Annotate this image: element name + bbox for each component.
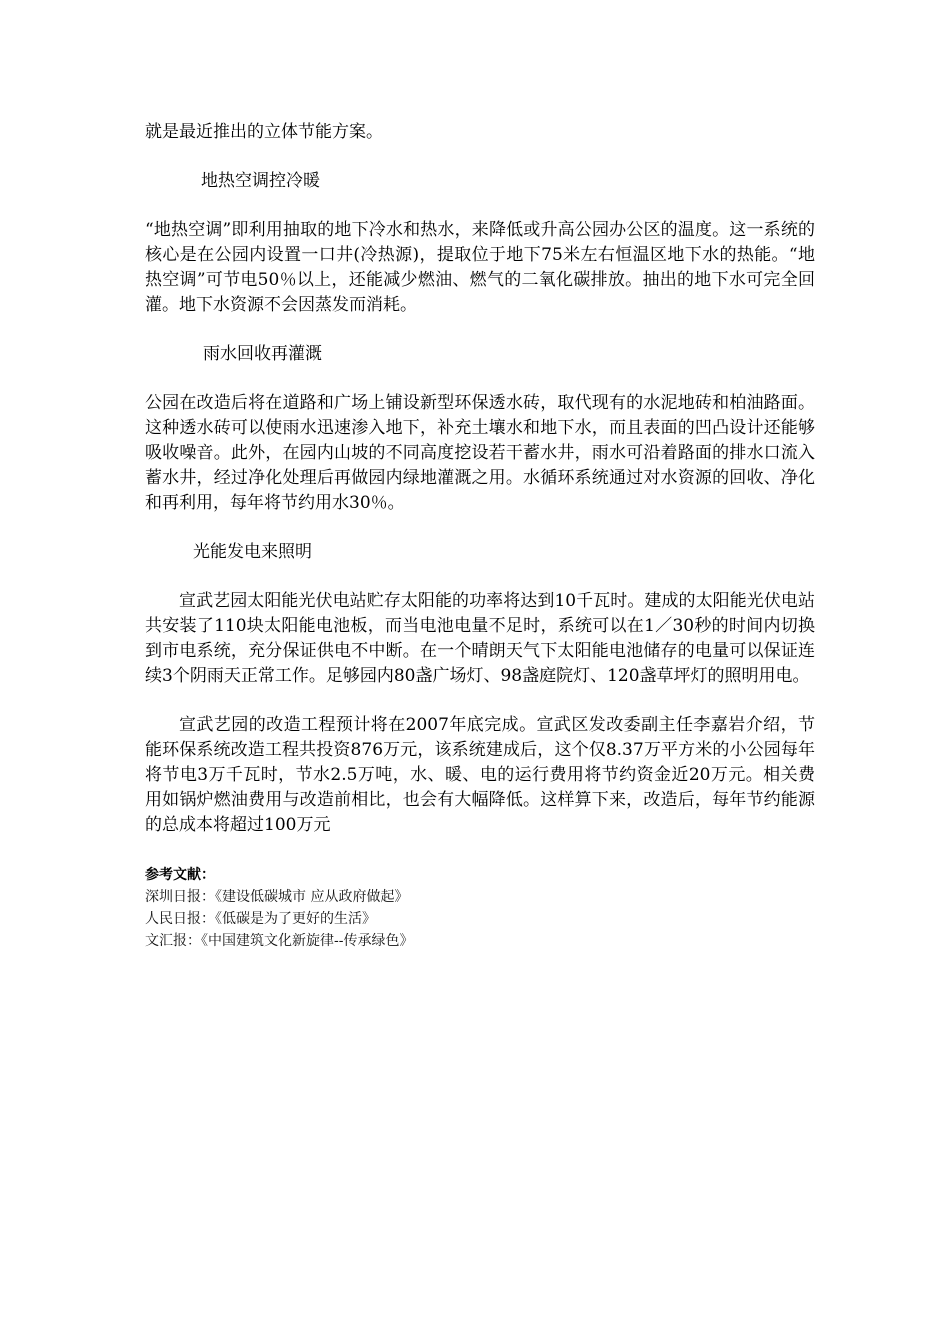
section-body-geothermal: “地热空调”即利用抽取的地下冷水和热水，来降低或升高公园办公区的温度。这一系统的核心是在公园内设置一口井(冷热源)，提取位于地下75米左右恒温区地下水的热能。“地热空调”可节电50％以上，还能减少燃油、燃气的二氧化碳排放。抽出的地下水可完全回灌。地下水资源不会因蒸发而消耗。 <box>145 220 815 315</box>
reference-item: 人民日报：《低碳是为了更好的生活》 <box>145 911 376 927</box>
references <box>145 864 815 952</box>
section-heading-rainwater: 雨水回收再灌溉 <box>203 344 322 364</box>
document-body <box>145 120 815 952</box>
section-heading-geothermal: 地热空调控冷暖 <box>201 171 320 191</box>
intro-line: 就是最近推出的立体节能方案。 <box>145 122 383 142</box>
section-body-rainwater: 公园在改造后将在道路和广场上铺设新型环保透水砖，取代现有的水泥地砖和柏油路面。这种透水砖可以使雨水迅速渗入地下，补充土壤水和地下水，而且表面的凹凸设计还能够吸收噪音。此外，在园内山坡的不同高度挖设若干蓄水井，雨水可沿着路面的排水口流入蓄水井，经过净化处理后再做园内绿地灌溉之用。水循环系统通过对水资源的回收、净化和再利用，每年将节约用水30％。 <box>145 393 815 513</box>
section-heading-solar: 光能发电来照明 <box>193 542 312 562</box>
section-body-solar: 宣武艺园太阳能光伏电站贮存太阳能的功率将达到10千瓦时。建成的太阳能光伏电站共安装了110块太阳能电池板，而当电池电量不足时，系统可以在1／30秒的时间内切换到市电系统，充分保证供电不中断。在一个晴朗天气下太阳能电池储存的电量可以保证连续3个阴雨天正常工作。足够园内80盏广场灯、98盏庭院灯、120盏草坪灯的照明用电。 <box>145 591 815 686</box>
reference-item: 深圳日报：《建设低碳城市 应从政府做起》 <box>145 889 409 905</box>
reference-item: 文汇报：《中国建筑文化新旋律--传承绿色》 <box>145 933 414 949</box>
closing-paragraph: 宣武艺园的改造工程预计将在2007年底完成。宣武区发改委副主任李嘉岩介绍，节能环保系统改造工程共投资876万元，该系统建成后，这个仅8.37万平方米的小公园每年将节电3万千瓦时，节水2.5万吨，水、暖、电的运行费用将节约资金近20万元。相关费用如锅炉燃油费用与改造前相比，也会有大幅降低。这样算下来，改造后，每年节约能源的总成本将超过100万元 <box>145 715 815 835</box>
references-title: 参考文献： <box>145 867 215 883</box>
